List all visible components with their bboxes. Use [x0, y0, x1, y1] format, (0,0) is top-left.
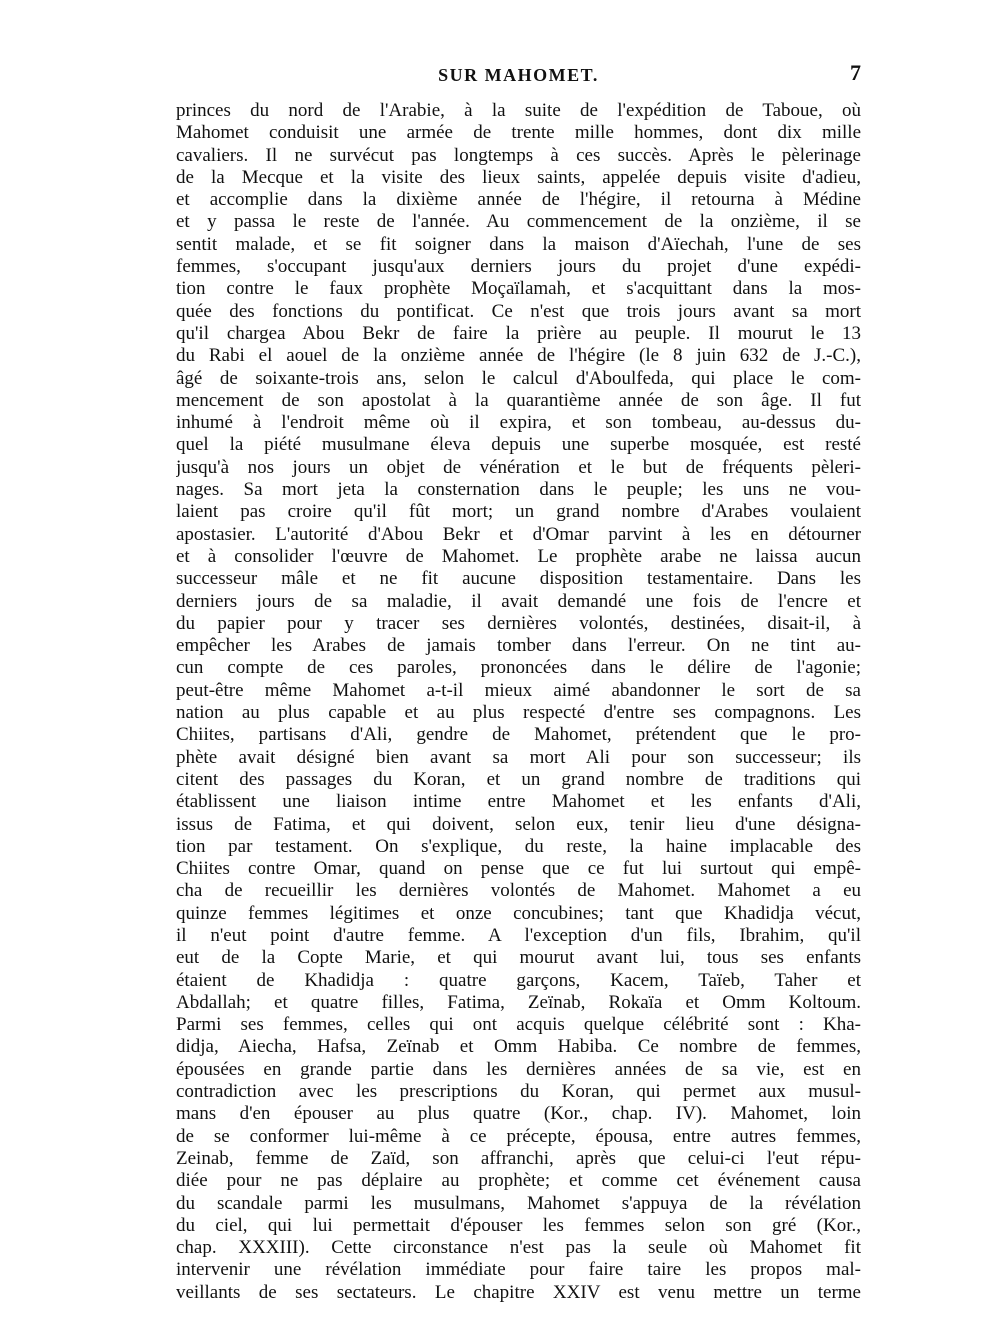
text-line: citent des passages du Koran, et un grand nombre de traditions qui — [176, 768, 861, 790]
text-line: de se conformer lui-même à ce précepte, épousa, entre autres femmes, — [176, 1125, 861, 1147]
text-line: issus de Fatima, et qui doivent, selon eux, tenir lieu d'une désigna- — [176, 813, 861, 835]
text-line: intervenir une révélation immédiate pour faire taire les propos mal- — [176, 1259, 861, 1281]
text-line: nages. Sa mort jeta la consternation dans le peuple; les uns ne vou- — [176, 479, 861, 501]
text-line: phète avait désigné bien avant sa mort Ali pour son successeur; ils — [176, 746, 861, 768]
text-line: peut-être même Mahomet a-t-il mieux aimé abandonner le sort de sa — [176, 679, 861, 701]
text-line: contradiction avec les prescriptions du Koran, qui permet aux musul- — [176, 1081, 861, 1103]
text-line: chap. XXXIII). Cette circonstance n'est pas la seule où Mahomet fit — [176, 1237, 861, 1259]
text-line: successeur mâle et ne fit aucune disposition testamentaire. Dans les — [176, 568, 861, 590]
text-line: quel la piété musulmane éleva depuis une superbe mosquée, est resté — [176, 434, 861, 456]
running-title: SUR MAHOMET. — [438, 65, 599, 85]
text-line: établissent une liaison intime entre Mahomet et les enfants d'Ali, — [176, 791, 861, 813]
text-line: princes du nord de l'Arabie, à la suite de l'expédition de Taboue, où — [176, 100, 861, 121]
text-line: du ciel, qui lui permettait d'épouser les femmes selon son gré (Kor., — [176, 1214, 861, 1236]
text-line: âgé de soixante-trois ans, selon le calcul d'Aboulfeda, qui place le com- — [176, 367, 861, 389]
text-line: mans d'en épouser au plus quatre (Kor., chap. IV). Mahomet, loin — [176, 1103, 861, 1125]
text-line: et accomplie dans la dixième année de l'hégire, il retourna à Médine — [176, 189, 861, 211]
text-line: diée pour ne pas déplaire au prophète; et comme cet événement causa — [176, 1170, 861, 1192]
body-text — [176, 100, 861, 1303]
text-line: cun compte de ces paroles, prononcées dans le délire de l'agonie; — [176, 657, 861, 679]
text-line: tion par testament. On s'explique, du reste, la haine implacable des — [176, 835, 861, 857]
text-line: Zeinab, femme de Zaïd, son affranchi, après que celui-ci l'eut répu- — [176, 1147, 861, 1169]
text-line: du Rabi el aouel de la onzième année de l'hégire (le 8 juin 632 de J.-C.), — [176, 345, 861, 367]
text-line: cavaliers. Il ne survécut pas longtemps à ces succès. Après le pèlerinage — [176, 144, 861, 166]
text-line: Abdallah; et quatre filles, Fatima, Zeïnab, Rokaïa et Omm Koltoum. — [176, 991, 861, 1013]
text-line: femmes, s'occupant jusqu'aux derniers jours du projet d'une expédi- — [176, 256, 861, 278]
text-line: tion contre le faux prophète Moçaïlamah, et s'acquittant dans la mos- — [176, 278, 861, 300]
text-line: derniers jours de sa maladie, il avait demandé une fois de l'encre et — [176, 590, 861, 612]
text-line: Chiites, partisans d'Ali, gendre de Mahomet, prétendent que le pro- — [176, 724, 861, 746]
text-line: sentit malade, et se fit soigner dans la maison d'Aïechah, l'une de ses — [176, 233, 861, 255]
text-line: Mahomet conduisit une armée de trente mille hommes, dont dix mille — [176, 122, 861, 144]
text-line: qu'il chargea Abou Bekr de faire la prière au peuple. Il mourut le 13 — [176, 322, 861, 344]
text-line: épousées en grande partie dans les dernières années de sa vie, est en — [176, 1058, 861, 1080]
text-line: empêcher les Arabes de jamais tomber dans l'erreur. On ne tint au- — [176, 635, 861, 657]
text-line: étaient de Khadidja : quatre garçons, Kacem, Taïeb, Taher et — [176, 969, 861, 991]
text-line: inhumé à l'endroit même où il expira, et son tombeau, au-dessus du- — [176, 412, 861, 434]
text-line: quée des fonctions du pontificat. Ce n'est que trois jours avant sa mort — [176, 300, 861, 322]
text-line: il n'eut point d'autre femme. A l'exception d'un fils, Ibrahim, qu'il — [176, 924, 861, 946]
text-line: jusqu'à nos jours un objet de vénération et le but de fréquents pèleri- — [176, 456, 861, 478]
text-line: quinze femmes légitimes et onze concubines; tant que Khadidja vécut, — [176, 902, 861, 924]
page-number: 7 — [850, 60, 861, 85]
text-line: du scandale parmi les musulmans, Mahomet s'appuya de la révélation — [176, 1192, 861, 1214]
text-line: mencement de son apostolat à la quarantième année de son âge. Il fut — [176, 389, 861, 411]
text-line: et à consolider l'œuvre de Mahomet. Le prophète arabe ne laissa aucun — [176, 545, 861, 567]
text-line: Parmi ses femmes, celles qui ont acquis quelque célébrité sont : Kha- — [176, 1014, 861, 1036]
text-line: didja, Aiecha, Hafsa, Zeïnab et Omm Habiba. Ce nombre de femmes, — [176, 1036, 861, 1058]
text-line: nation au plus capable et au plus respecté d'entre ses compagnons. Les — [176, 702, 861, 724]
text-line: eut de la Copte Marie, et qui mourut avant lui, tous ses enfants — [176, 947, 861, 969]
running-head — [176, 62, 861, 88]
text-line: veillants de ses sectateurs. Le chapitre XXIV est venu mettre un terme — [176, 1281, 861, 1303]
text-line: laient pas croire qu'il fût mort; un grand nombre d'Arabes voulaient — [176, 501, 861, 523]
text-line: apostasier. L'autorité d'Abou Bekr et d'Omar parvint à les en détourner — [176, 523, 861, 545]
text-line: Chiites contre Omar, quand on pense que ce fut lui surtout qui empê- — [176, 858, 861, 880]
text-line: du papier pour y tracer ses dernières volontés, destinées, disait-il, à — [176, 612, 861, 634]
text-line: cha de recueillir les dernières volontés de Mahomet. Mahomet a eu — [176, 880, 861, 902]
text-line: de la Mecque et la visite des lieux saints, appelée depuis visite d'adieu, — [176, 166, 861, 188]
text-line: et y passa le reste de l'année. Au commencement de la onzième, il se — [176, 211, 861, 233]
